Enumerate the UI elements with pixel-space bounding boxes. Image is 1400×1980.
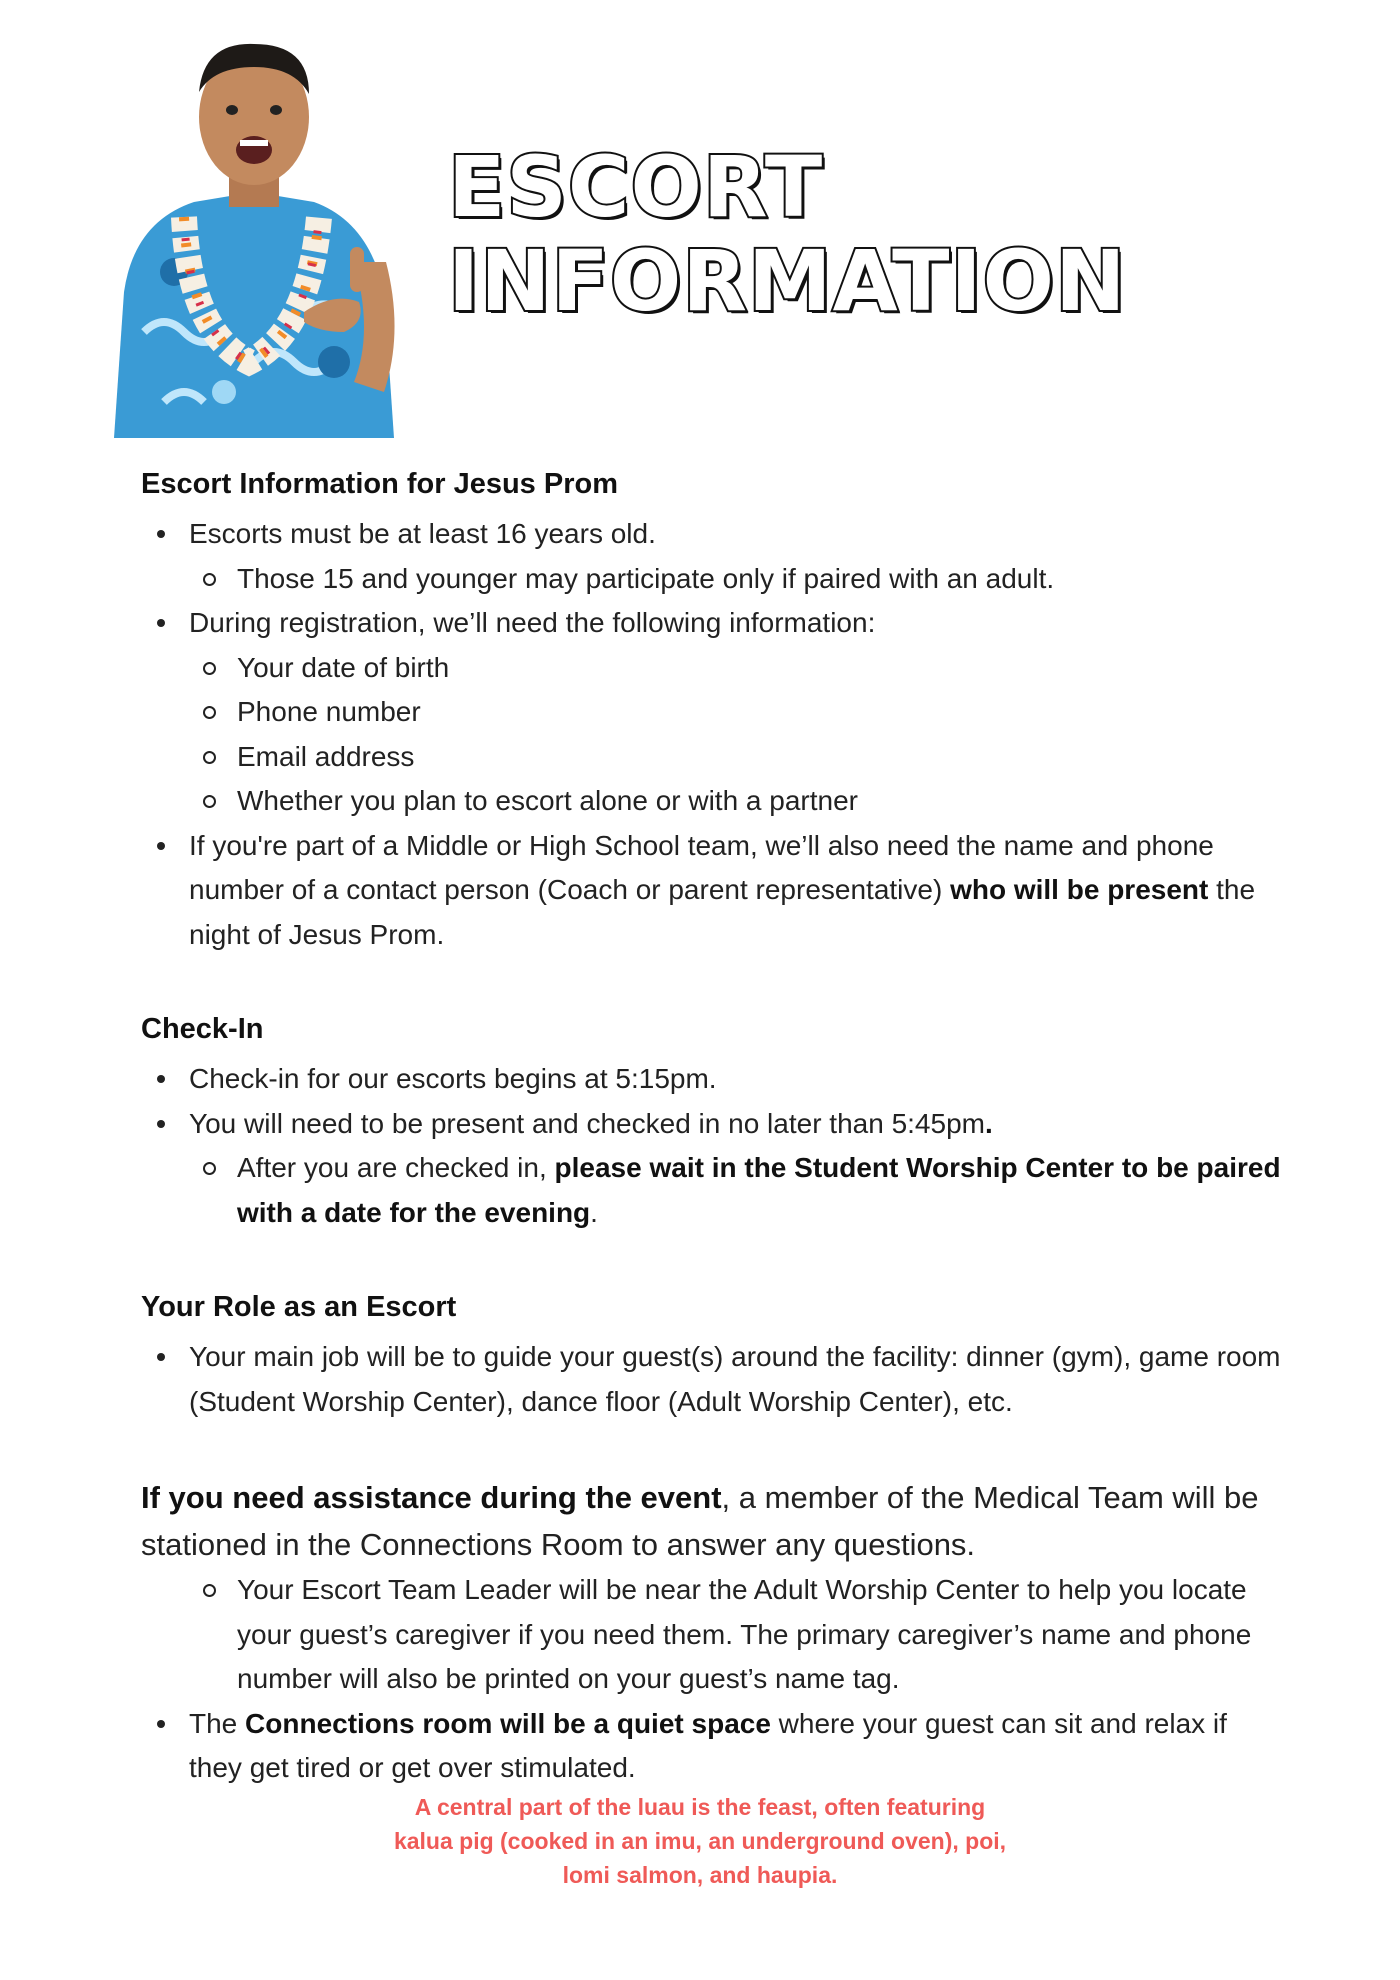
text: the night of Jesus Prom. [189, 874, 1256, 950]
footer-line: kalua pig (cooked in an imu, an underground oven), poi, [393, 1828, 1007, 1854]
list-item: Phone number [141, 690, 1281, 735]
list-item: Email address [141, 735, 1281, 780]
text: where your guest can sit and relax if they get tired or get over stimulated. [189, 1707, 1227, 1783]
emphasis: please wait in the Student Worship Center to be paired with a date for the evening [237, 1152, 1281, 1228]
content [141, 462, 1281, 1791]
page-title [448, 140, 1126, 328]
section-heading: Escort Information for Jesus Prom [141, 468, 618, 500]
list-item: Your main job will be to guide your guest(s) around the facility: dinner (gym), game room (Student Worship Center), dance floor (Adult Worship Center), etc. [141, 1335, 1281, 1424]
list-item: Your Escort Team Leader will be near the Adult Worship Center to help you locate your guest’s caregiver if you need them. The primary caregiver’s name and phone number will also be printed on your guest’s name tag. [141, 1568, 1281, 1702]
list-item: Check-in for our escorts begins at 5:15pm. [141, 1057, 1281, 1102]
footer-note [300, 1790, 1100, 1892]
bullet-list [141, 1568, 1281, 1791]
list-item: During registration, we’ll need the following information: [141, 601, 1281, 646]
list-item: Those 15 and younger may participate only if paired with an adult. [141, 557, 1281, 602]
bullet-list [141, 1335, 1281, 1424]
section-heading: Check-In [141, 1013, 264, 1045]
text: . [590, 1196, 598, 1228]
section-role [141, 1285, 1281, 1424]
emphasis: Connections room will be a quiet space [245, 1707, 771, 1739]
text: , a member of the Medical Team will be stationed in the Connections Room to answer any questions. [141, 1480, 1259, 1562]
bullet-list [141, 512, 1281, 957]
list-item [141, 824, 1281, 958]
text: The [189, 1707, 246, 1739]
section-check-in [141, 1007, 1281, 1235]
emphasis: . [984, 1107, 993, 1139]
list-item [141, 1702, 1281, 1791]
title-line-1: ESCORT [448, 138, 824, 236]
section-escort-info [141, 462, 1281, 957]
text: You will need to be present and checked in no later than 5:45pm [189, 1107, 985, 1139]
list-item: Your date of birth [141, 646, 1281, 691]
bullet-list [141, 1057, 1281, 1235]
assistance-paragraph [141, 1474, 1281, 1568]
list-item: Escorts must be at least 16 years old. [141, 512, 1281, 557]
person-photo [104, 32, 404, 438]
list-item [141, 1146, 1281, 1235]
text: After you are checked in, [237, 1152, 555, 1183]
list-item: Whether you plan to escort alone or with a partner [141, 779, 1281, 824]
footer-line: lomi salmon, and haupia. [562, 1862, 838, 1888]
section-assistance [141, 1474, 1281, 1791]
text: If you're part of a Middle or High School team, we’ll also need the name and phone number of a contact person (Coach or parent representative) [189, 829, 1214, 905]
footer-line: A central part of the luau is the feast, often featuring [414, 1794, 986, 1820]
section-heading: Your Role as an Escort [141, 1291, 457, 1323]
emphasis: who will be present [950, 874, 1209, 905]
title-line-2: INFORMATION [448, 232, 1127, 330]
emphasis: If you need assistance during the event [141, 1480, 722, 1515]
list-item [141, 1102, 1281, 1147]
